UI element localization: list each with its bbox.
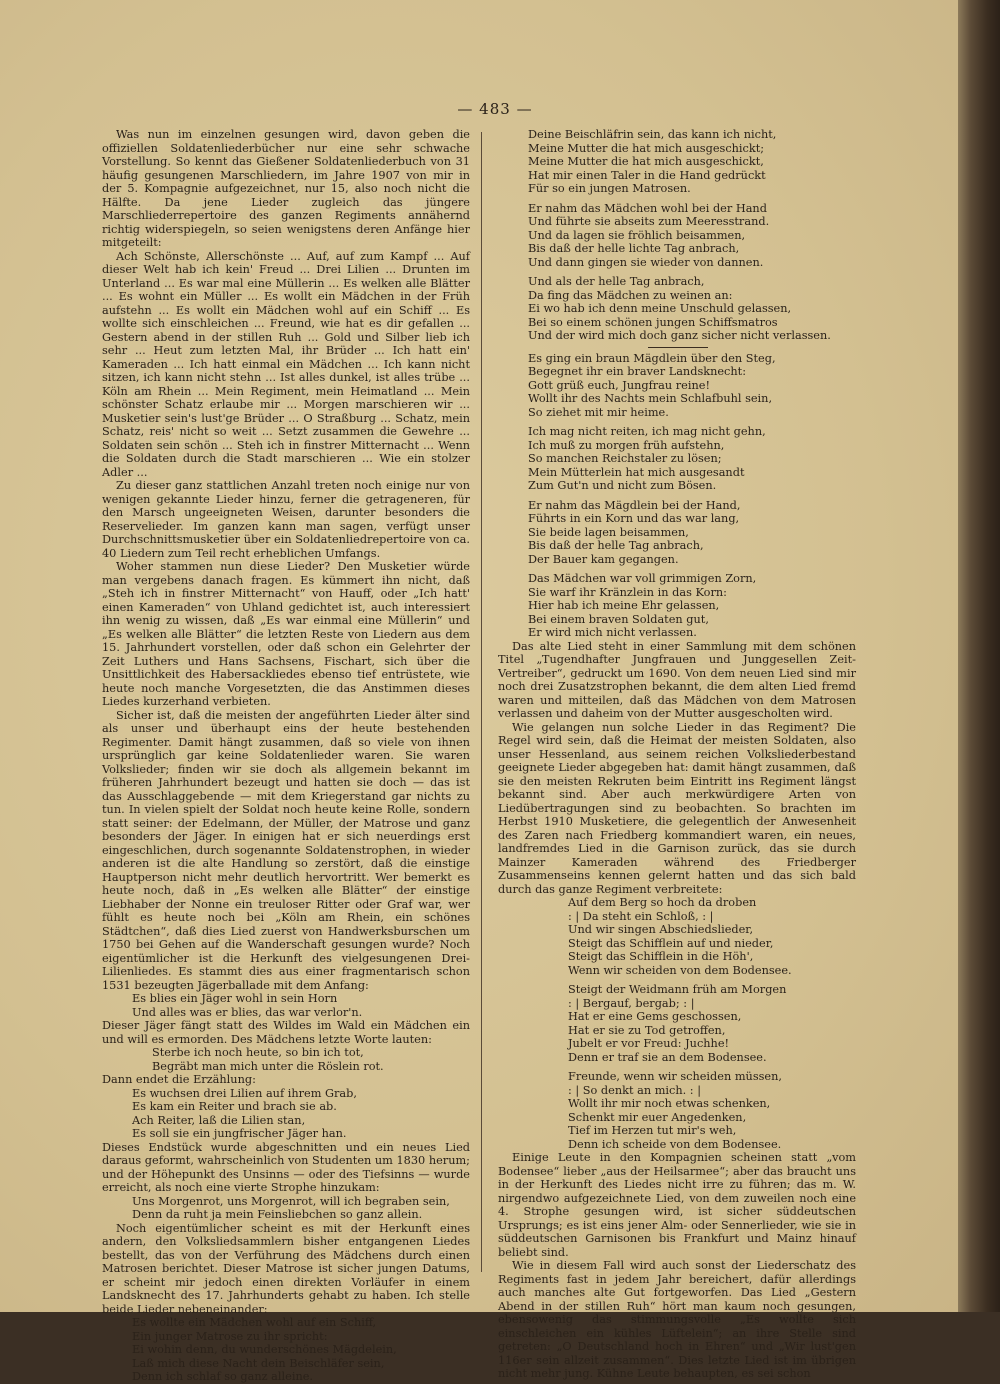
verse-line: Und dann gingen sie wieder von dannen. xyxy=(528,255,764,269)
verse-line: So ziehet mit mir heime. xyxy=(528,405,669,419)
paragraph: Dann endet die Erzählung: xyxy=(102,1073,256,1086)
right-column xyxy=(498,128,856,1380)
verse-line: Steigt das Schifflein in die Höh', xyxy=(568,950,754,963)
verse-line: Jubelt er vor Freud: Juchhe! xyxy=(568,1037,730,1050)
verse-line: Laß mich diese Nacht dein Beischläfer sein, xyxy=(132,1356,385,1370)
page-number: — 483 — xyxy=(457,100,533,118)
verse-line: Ach Reiter, laß die Lilien stan, xyxy=(132,1113,306,1127)
verse-line: Hat er sie zu Tod getroffen, xyxy=(568,1023,726,1037)
verse-line: : | So denkt an mich. : | xyxy=(568,1083,702,1097)
verse-line: Und alles was er blies, das war verlor'n. xyxy=(132,1005,363,1019)
verse-line: Da fing das Mädchen zu weinen an: xyxy=(528,288,733,302)
verse-line: Und führte sie abseits zum Meeresstrand. xyxy=(528,215,770,228)
verse-line: Sie beide lagen beisammen, xyxy=(528,525,689,539)
verse-line: Es wuchsen drei Lilien auf ihrem Grab, xyxy=(132,1086,357,1100)
verse-line: Bei einem braven Soldaten gut, xyxy=(528,612,709,626)
verse-line: Denn ich scheide von dem Bodensee. xyxy=(568,1137,782,1151)
paragraph: Dieser Jäger fängt statt des Wildes im Wald ein Mädchen ein und will es ermorden. Des Mädchens letzte Worte lauten: xyxy=(102,1019,470,1046)
paragraph: Wie in diesem Fall wird auch sonst der Liederschatz des Regiments fast in jedem Jahr bereichert, dafür allerdings auch manches alte Gut fortgeworfen. Das Lied „Gestern Abend in der stillen Ruh“ hört man kaum noch gesungen, ebensowenig das stimmungsvolle „Es wollte sich einschleichen ein kühles Lüftelein“; an ihre Stelle sind getreten: „O Deutschland hoch in Ehren“ und „Wir lust'gen 116er sein allzeit zusammen“. Dies letzte Lied ist im übrigen nicht mehr jung. Kühne Leute behaupten, es sei schon xyxy=(498,1259,856,1380)
verse-line: Wenn wir scheiden von dem Bodensee. xyxy=(568,963,792,977)
verse-line: Er wird mich nicht verlassen. xyxy=(528,626,697,639)
verse-line: Es soll sie ein jungfrischer Jäger han. xyxy=(132,1127,347,1140)
verse-line: Ich mag nicht reiten, ich mag nicht gehn, xyxy=(528,425,766,438)
verse-line: : | Bergauf, bergab; : | xyxy=(568,996,695,1010)
verse-line: Bei so einem schönen jungen Schiffsmatros xyxy=(528,315,778,329)
verse-line: Es kam ein Reiter und brach sie ab. xyxy=(132,1100,337,1113)
verse-line: Gott grüß euch, Jungfrau reine! xyxy=(528,378,710,392)
verse-line: Wollt ihr mir noch etwas schenken, xyxy=(568,1097,771,1110)
verse-line: Und wir singen Abschiedslieder, xyxy=(568,923,754,936)
verse-line: Bis daß der helle lichte Tag anbrach, xyxy=(528,242,740,255)
verse-line: Das Mädchen war voll grimmigen Zorn, xyxy=(528,572,757,585)
verse-line: Schenkt mir euer Angedenken, xyxy=(568,1110,747,1124)
verse-line: Hat mir einen Taler in die Hand gedrückt xyxy=(528,168,766,182)
verse-line: Er nahm das Mägdlein bei der Hand, xyxy=(528,498,741,512)
verse-line: Bis daß der helle Tag anbrach, xyxy=(528,539,704,552)
paragraph: Ach Schönste, Allerschönste ... Auf, auf zum Kampf ... Auf dieser Welt hab ich kein' Freud ... Drei Lilien ... Drunten im Unterland ... Es war mal eine Müllerin ... Es welken alle Blätter ... Es wohnt ein Müller ... Es wollt ein Mädchen in der Früh aufstehn ... Es wollt ein Mädchen wohl auf ein Schiff ... Es wollte sich einschleichen ... Freund, wie hat es dir gefallen ... Gestern abend in der stillen Ruh ... Gold und Silber lieb ich sehr ... Heut zum letzten Mal, ihr Brüder ... Ich hatt ein' Kameraden ... Ich hatt einmal ein Mädchen ... Ich kann nicht sitzen, ich kann nicht stehn ... Ist alles dunkel, ist alles trübe ... Köln am Rhein ... Mein Regiment, mein Heimatland ... Mein schönster Schatz erlaube mir ... Morgen marschieren wir ... Musketier sein's lust'ge Brüder ... O Straßburg ... Schatz, mein Schatz, reis' nicht so weit ... Setzt zusammen die Gewehre ... Soldaten sein schön ... Steh ich in finstrer Mitternacht ... Wenn die Soldaten durch die Stadt marschieren ... Wie ein stolzer Adler ... xyxy=(102,249,470,479)
verse-line: Uns Morgenrot, uns Morgenrot, will ich begraben sein, xyxy=(132,1194,450,1208)
column-rule xyxy=(481,132,482,1272)
book-gutter xyxy=(958,0,1000,1312)
verse-line: Ei wohin denn, du wunderschönes Mägdelein, xyxy=(132,1343,397,1356)
paragraph: Wie gelangen nun solche Lieder in das Regiment? Die Regel wird sein, daß die Heimat der meisten Soldaten, also unser Hessenland, aus seinem reichen Volksliederbestand geeignete Lieder abgegeben hat: damit hängt zusammen, daß sie den meisten Rekruten beim Eintritt ins Regiment längst bekannt sind. Aber auch merkwürdigere Arten von Liedübertragungen sind zu beobachten. So brachten im Herbst 1910 Musketiere, die gelegentlich der Anwesenheit des Zaren nach Friedberg kommandiert waren, ein neues, landfremdes Lied in die Garnison zurück, das sie durch Mainzer Kameraden während des Friedberger Zusammenseins kennen gelernt hatten und das sich bald durch das ganze Regiment verbreitete: xyxy=(498,720,856,896)
paragraph: Sicher ist, daß die meisten der angeführten Lieder älter sind als unser und überhaupt eins der heute bestehenden Regimenter. Damit hängt zusammen, daß so viele von ihnen ursprünglich gar keine Soldatenlieder waren. Sie waren Volkslieder; finden wir sie doch als allgemein bekannt im früheren Jahrhundert bezeugt und hatten sie doch — das ist das Ausschlaggebende — mit dem Kriegerstand gar nichts zu tun. In vielen spielt der Soldat noch heute keine Rolle, sondern statt seiner: der Edelmann, der Müller, der Matrose und ganz besonders der Jäger. In einigen hat er sich neuerdings erst eingeschlichen, durch sogenannte Soldatenstrophen, in wieder anderen ist die alte Handlung so zerstört, daß die einstige Hauptperson nicht mehr deutlich hervortritt. Wer bemerkt es heute noch, daß in „Es welken alle Blätter“ der einstige Liebhaber der Nonne ein treuloser Ritter oder Graf war, wer fühlt es heute noch bei „Köln am Rhein, ein schönes Städtchen“, daß dies Lied zuerst von Handwerksburschen um 1750 bei Gehen auf die Wanderschaft gesungen wurde? Noch eigentümlicher ist die Herkunft des vielgesungenen Drei-Lilienliedes. Es stammt dies aus einer fragmentarisch schon 1531 bezeugten Jägerballade mit dem Anfang: xyxy=(102,708,470,992)
verse-line: Meine Mutter die hat mich ausgeschickt; xyxy=(528,141,765,155)
verse-line: Für so ein jungen Matrosen. xyxy=(528,182,691,195)
verse-line: Deine Beischläfrin sein, das kann ich nicht, xyxy=(528,128,777,141)
verse-line: Auf dem Berg so hoch da droben xyxy=(568,896,757,909)
paragraph: Das alte Lied steht in einer Sammlung mit dem schönen Titel „Tugendhafter Jungfrauen und Junggesellen Zeit-Vertreiber“, gedruckt um 1690. Von dem neuen Lied sind mir noch drei Zusatzstrophen bekannt, die dem alten Lied fremd waren und mitteilen, daß das Mädchen von dem Matrosen verlassen und daheim von der Mutter ausgescholten wird. xyxy=(498,639,856,720)
verse-line: Der Bauer kam gegangen. xyxy=(528,552,679,566)
verse-line: : | Da steht ein Schloß, : | xyxy=(568,909,714,923)
verse-line: Sie warf ihr Kränzlein in das Korn: xyxy=(528,585,727,599)
paragraph: Was nun im einzelnen gesungen wird, davon geben die offiziellen Soldatenliederbücher nur eine sehr schwache Vorstellung. So kennt das Gießener Soldatenliederbuch von 31 häufig gesungenen Marschliedern, im Jahre 1907 von mir in der 5. Kompagnie aufgezeichnet, nur 15, also noch nicht die Hälfte. Da jene Lieder zugleich das jüngere Marschliederrepertoire des ganzen Regiments annähernd richtig widerspiegeln, so seien wenigstens deren Anfänge hier mitgeteilt: xyxy=(102,128,470,249)
section-divider xyxy=(648,347,708,348)
left-column xyxy=(102,128,470,1383)
verse-line: Ei wo hab ich denn meine Unschuld gelassen, xyxy=(528,302,792,315)
verse-line: Es ging ein braun Mägdlein über den Steg, xyxy=(528,351,776,365)
verse-line: Und der wird mich doch ganz sicher nicht verlassen. xyxy=(528,329,831,342)
verse-line: Mein Mütterlein hat mich ausgesandt xyxy=(528,465,745,479)
verse-line: Und als der helle Tag anbrach, xyxy=(528,275,705,288)
paragraph: Einige Leute in den Kompagnien scheinen statt „vom Bodensee“ lieber „aus der Heilsarmee“; aber das braucht uns in der Herkunft des Liedes nicht irre zu führen; das m. W. nirgendwo aufgezeichnete Lied, von dem zuweilen noch eine 4. Strophe gesungen wird, ist sicher süddeutschen Ursprungs; es ist eins jener Alm- oder Sennerlieder, wie sie in süddeutschen Garnisonen bis Frankfurt und Mainz hinauf beliebt sind. xyxy=(498,1151,856,1259)
paragraph: Dieses Endstück wurde abgeschnitten und ein neues Lied daraus geformt, wahrscheinlich von Studenten um 1830 herum; und der Höhepunkt des Unsinns — oder des Tiefsinns — wurde erreicht, als noch eine vierte Strophe hinzukam: xyxy=(102,1140,470,1194)
paragraph: Zu dieser ganz stattlichen Anzahl treten noch einige nur von wenigen gekannte Lieder hinzu, ferner die getrageneren, für den Marsch ungeeigneten Weisen, darunter besonders die Reservelieder. Im ganzen kann man sagen, verfügt unser Durchschnittsmusketier über ein Soldatenliedrepertoire von ca. 40 Liedern zum Teil recht erheblichen Umfangs. xyxy=(102,479,470,560)
verse-line: Er nahm das Mädchen wohl bei der Hand xyxy=(528,201,767,215)
verse-line: Es blies ein Jäger wohl in sein Horn xyxy=(132,992,338,1005)
verse-line: Wollt ihr des Nachts mein Schlafbuhl sein, xyxy=(528,392,773,405)
verse-line: Denn da ruht ja mein Feinsliebchen so ganz allein. xyxy=(132,1208,423,1221)
verse-line: Hier hab ich meine Ehr gelassen, xyxy=(528,599,720,612)
verse-line: Steigt das Schifflein auf und nieder, xyxy=(568,936,774,950)
paragraph: Noch eigentümlicher scheint es mit der Herkunft eines andern, den Volksliedsammlern bisher entgangenen Liedes bestellt, das von der Verführung des Mädchens durch einen Matrosen berichtet. Dieser Matrose ist sicher jungen Datums, er scheint mir jedoch einen direkten Vorläufer in einem Landsknecht des 17. Jahrhunderts gehabt zu haben. Ich stelle beide Lieder nebeneinander: xyxy=(102,1221,470,1316)
verse-line: Sterbe ich noch heute, so bin ich tot, xyxy=(152,1046,364,1059)
verse-line: So manchen Reichstaler zu lösen; xyxy=(528,452,722,465)
verse-line: Freunde, wenn wir scheiden müssen, xyxy=(568,1070,782,1083)
paragraph: Woher stammen nun diese Lieder? Den Musketier würde man vergebens danach fragen. Es kümmert ihn nicht, daß „Steh ich in finstrer Mitternacht“ von Hauff, oder „Ich hatt' einen Kameraden“ von Uhland gedichtet ist, auch interessiert ihn wenig zu wissen, daß „Es war einmal eine Müllerin“ und „Es welken alle Blätter“ die letzten Reste von Liedern aus dem 15. Jahrhundert vorstellen, oder daß schon ein Gelehrter der Zeit Luthers und Hans Sachsens, Fischart, sich über die Unsittlichkeit des Habersackliedes ebenso tief entrüstete, wie heute noch manche Vorgesetzten, die das Anstimmen dieses Liedes kurzerhand verbieten. xyxy=(102,560,470,708)
verse-line: Tief im Herzen tut mir's weh, xyxy=(568,1124,737,1137)
verse-line: Begegnet ihr ein braver Landsknecht: xyxy=(528,365,746,378)
verse-line: Steigt der Weidmann früh am Morgen xyxy=(568,983,787,996)
verse-line: Begräbt man mich unter die Röslein rot. xyxy=(152,1059,384,1073)
verse-line: Es wollte ein Mädchen wohl auf ein Schiff, xyxy=(132,1316,377,1329)
verse-line: Meine Mutter die hat mich ausgeschickt, xyxy=(528,155,764,168)
verse-line: Und da lagen sie fröhlich beisammen, xyxy=(528,228,746,242)
verse-line: Führts in ein Korn und das war lang, xyxy=(528,512,740,525)
verse-line: Zum Gut'n und nicht zum Bösen. xyxy=(528,479,717,492)
verse-line: Denn er traf sie an dem Bodensee. xyxy=(568,1050,767,1064)
verse-line: Hat er eine Gems geschossen, xyxy=(568,1010,742,1023)
verse-line: Ein junger Matrose zu ihr spricht: xyxy=(132,1329,328,1343)
verse-line: Denn ich schlaf so ganz alleine. xyxy=(132,1370,313,1383)
verse-line: Ich muß zu morgen früh aufstehn, xyxy=(528,438,725,452)
